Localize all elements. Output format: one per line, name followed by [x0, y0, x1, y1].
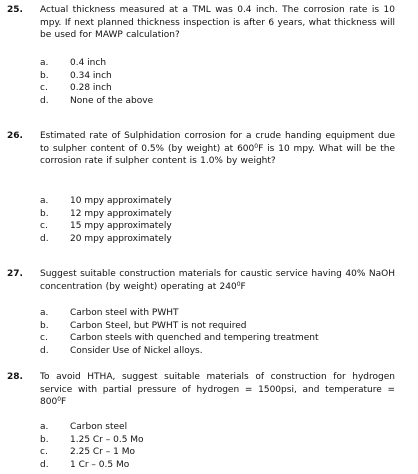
question-number: 25.	[7, 5, 23, 15]
option-letter: b.	[40, 434, 49, 445]
option-letter: c.	[40, 447, 48, 457]
option-text: Carbon steel	[70, 422, 128, 432]
option-text: Carbon steels with quenched and tempering treatment	[70, 333, 319, 343]
degree-superscript: 0	[236, 280, 241, 288]
question-text: Actual thickness measured at a TML was 0.4 inch. The corrosion rate is 10 mpy. If next planned thickness inspection is after 6 years, what thickness will be used for MAWP calculation?	[40, 5, 395, 40]
option-letter: a.	[40, 422, 49, 432]
question-number: 28.	[7, 372, 23, 382]
option-letter: d.	[40, 459, 49, 470]
option-letter: d.	[40, 233, 49, 244]
option-letter: a.	[40, 58, 49, 68]
option-text: 12 mpy approximately	[70, 208, 172, 219]
option-text: Carbon Steel, but PWHT is not required	[70, 320, 247, 331]
question-text-part: Suggest suitable construction materials for caustic service having 40% NaOH concentration (by weight) operating at 240	[40, 269, 395, 292]
option-text: 0.4 inch	[70, 58, 107, 68]
question-number: 26.	[7, 131, 23, 141]
question-text	[40, 268, 395, 293]
option-text: 1 Cr – 0.5 Mo	[70, 459, 130, 470]
question-text-part: F	[240, 281, 246, 292]
question-text	[40, 371, 395, 409]
question-text-part: F	[61, 397, 67, 407]
option-text: 2.25 Cr – 1 Mo	[70, 447, 135, 457]
question-text-part: F is 10 mpy. What will be the corrosion rate if sulpher content is 1.0% by weight?	[40, 143, 395, 166]
question-text-part: To avoid HTHA, suggest suitable materials of construction for hydrogen service with partial pressure of hydrogen = 1500psi, and temperature = 800	[40, 372, 395, 407]
option-letter: b.	[40, 320, 49, 331]
option-letter: d.	[40, 95, 49, 106]
degree-superscript: 0	[254, 142, 259, 150]
option-letter: c.	[40, 221, 48, 231]
option-text: None of the above	[70, 95, 154, 106]
option-text: Carbon steel with PWHT	[70, 308, 179, 318]
option-text: Consider Use of Nickel alloys.	[70, 345, 203, 356]
option-letter: c.	[40, 83, 48, 93]
option-text: 0.34 inch	[70, 70, 112, 81]
question-text-part: Estimated rate of Sulphidation corrosion for a crude handing equipment due to sulpher content of 0.5% (by weight) at 600	[40, 131, 395, 154]
option-letter: d.	[40, 345, 49, 356]
question-text	[40, 130, 395, 168]
option-text: 1.25 Cr – 0.5 Mo	[70, 434, 144, 445]
option-text: 15 mpy approximately	[70, 221, 172, 231]
option-letter: c.	[40, 333, 48, 343]
option-letter: b.	[40, 208, 49, 219]
option-letter: a.	[40, 308, 49, 318]
option-letter: a.	[40, 196, 49, 206]
option-text: 20 mpy approximately	[70, 233, 172, 244]
option-text: 10 mpy approximately	[70, 196, 172, 206]
option-letter: b.	[40, 70, 49, 81]
degree-superscript: 0	[57, 396, 62, 403]
question-number: 27.	[7, 269, 23, 279]
option-text: 0.28 inch	[70, 83, 112, 93]
